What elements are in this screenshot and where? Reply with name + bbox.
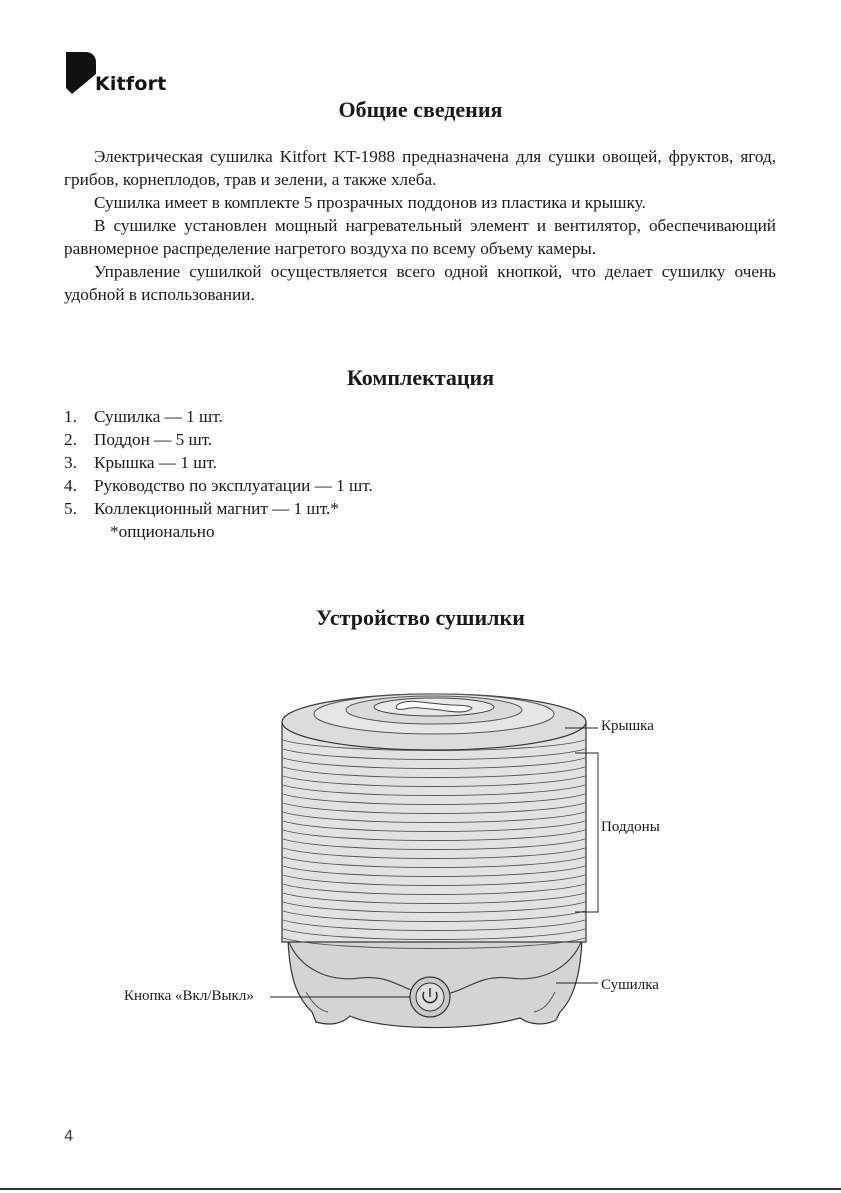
paragraph: Электрическая сушилка Kitfort KT-1988 предназначена для сушки овощей, фруктов, ягод, грибов, корнеплодов, трав и зелени, а также хлеба. <box>64 147 776 189</box>
list-item <box>64 428 373 451</box>
kitfort-logo-icon <box>64 50 98 96</box>
list-item <box>64 451 373 474</box>
brand-logo <box>64 50 167 96</box>
section-title-general: Общие сведения <box>338 97 503 122</box>
label-power-button: Кнопка «Вкл/Выкл» <box>124 988 254 1004</box>
section-title-package: Комплектация <box>346 365 495 390</box>
optional-note: *опционально <box>110 522 215 541</box>
label-trays: Поддоны <box>601 819 660 835</box>
page-bottom-rule <box>0 1188 841 1190</box>
list-item-text: Сушилка — 1 шт. <box>94 407 223 426</box>
list-item-text: Коллекционный магнит — 1 шт.* <box>94 499 339 518</box>
list-item-text: Крышка — 1 шт. <box>94 453 217 472</box>
list-item-number: 5. <box>64 499 77 518</box>
dryer-diagram <box>0 640 841 1060</box>
list-item <box>64 497 373 520</box>
list-item-number: 4. <box>64 476 77 495</box>
section-title-device: Устройство сушилки <box>316 605 525 630</box>
label-base: Сушилка <box>601 977 659 993</box>
package-list <box>64 405 373 543</box>
list-item-number: 2. <box>64 430 77 449</box>
general-info-text <box>64 145 776 306</box>
page-number: 4 <box>64 1127 74 1145</box>
paragraph: Сушилка имеет в комплекте 5 прозрачных поддонов из пластика и крышку. <box>94 193 646 212</box>
list-item-text: Руководство по эксплуатации — 1 шт. <box>94 476 373 495</box>
label-lid: Крышка <box>601 718 654 734</box>
list-item-number: 1. <box>64 407 77 426</box>
paragraph: Управление сушилкой осуществляется всего одной кнопкой, что делает сушилку очень удобной в использовании. <box>64 262 776 304</box>
list-item-text: Поддон — 5 шт. <box>94 430 213 449</box>
paragraph: В сушилке установлен мощный нагревательный элемент и вентилятор, обеспечивающий равномерное распределение нагретого воздуха по всему объему камеры. <box>64 216 776 258</box>
brand-name: Kitfort <box>95 73 167 95</box>
list-item <box>64 405 373 428</box>
list-item <box>64 474 373 497</box>
list-item-number: 3. <box>64 453 77 472</box>
